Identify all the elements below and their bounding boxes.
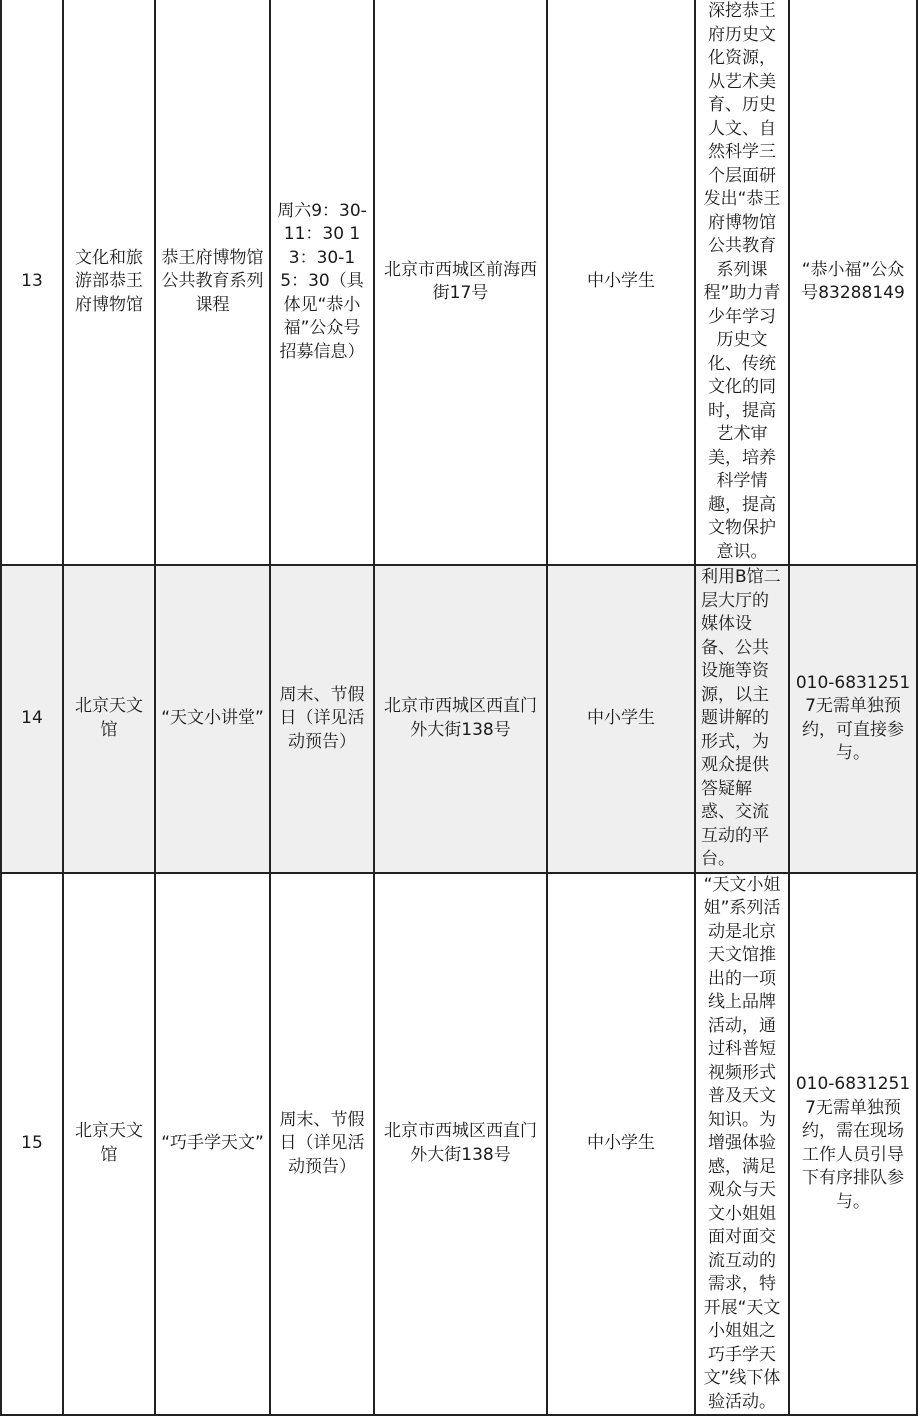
audience-cell: 中小学生 xyxy=(547,873,695,1416)
row-number: 15 xyxy=(1,873,63,1416)
table-row xyxy=(1,873,917,1416)
contact-cell: 010-68312517无需单独预约，可直接参与。 xyxy=(789,565,917,873)
table-row xyxy=(1,565,917,873)
activity-name-cell: 恭王府博物馆公共教育系列课程 xyxy=(155,0,270,565)
description-cell: 深挖恭王府历史文化资源，从艺术美育、历史人文、自然科学三个层面研发出“恭王府博物馆公共教育系列课程”助力青少年学习历史文化、传统文化的同时，提高艺术审美，培养科学情趣，提高文物保护意识。 xyxy=(695,0,789,565)
audience-cell: 中小学生 xyxy=(547,565,695,873)
description-cell: 利用B馆二层大厅的媒体设备、公共设施等资源，以主题讲解的形式，为观众提供答疑解惑、交流互动的平台。 xyxy=(695,565,789,873)
time-cell: 周末、节假日（详见活动预告） xyxy=(270,565,374,873)
address-cell: 北京市西城区西直门外大街138号 xyxy=(374,565,547,873)
organizer-cell: 文化和旅游部恭王府博物馆 xyxy=(63,0,155,565)
contact-cell: “恭小福”公众号83288149 xyxy=(789,0,917,565)
activity-name-cell: “巧手学天文” xyxy=(155,873,270,1416)
time-cell: 周六9：30-11：30 13：30-15：30（具体见“恭小福”公众号招募信息） xyxy=(270,0,374,565)
row-number: 13 xyxy=(1,0,63,565)
organizer-cell: 北京天文馆 xyxy=(63,873,155,1416)
description-cell: “天文小姐姐”系列活动是北京天文馆推出的一项线上品牌活动，通过科普短视频形式普及天文知识。为增强体验感，满足观众与天文小姐姐面对面交流互动的需求，特开展“天文小姐姐之巧手学天文”线下体验活动。 xyxy=(695,873,789,1416)
organizer-cell: 北京天文馆 xyxy=(63,565,155,873)
time-cell: 周末、节假日（详见活动预告） xyxy=(270,873,374,1416)
contact-cell: 010-68312517无需单独预约，需在现场工作人员引导下有序排队参与。 xyxy=(789,873,917,1416)
address-cell: 北京市西城区西直门外大街138号 xyxy=(374,873,547,1416)
table-row xyxy=(1,0,917,565)
address-cell: 北京市西城区前海西街17号 xyxy=(374,0,547,565)
activity-name-cell: “天文小讲堂” xyxy=(155,565,270,873)
row-number: 14 xyxy=(1,565,63,873)
audience-cell: 中小学生 xyxy=(547,0,695,565)
